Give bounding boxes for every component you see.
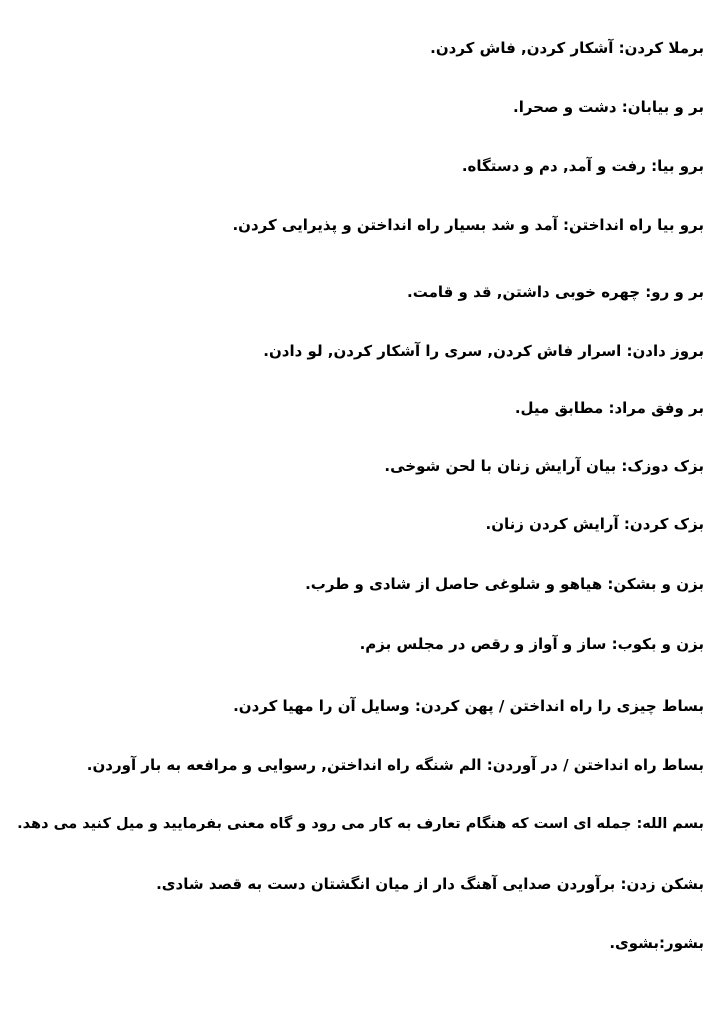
entry-4: برو بیا راه انداختن: آمد و شد بسیار راه انداختن و پذیرایی کردن. [232,216,704,234]
entry-8: بزک دوزک: بیان آرایش زنان با لحن شوخی. [384,457,704,475]
entry-6: بروز دادن: اسرار فاش کردن, سری را آشکار کردن, لو دادن. [263,342,704,360]
entry-15: بشکن زدن: برآوردن صدایی آهنگ دار از میان انگشتان دست به قصد شادی. [156,875,704,893]
entry-7: بر وفق مراد: مطابق میل. [514,399,704,417]
entry-3: برو بیا: رفت و آمد, دم و دستگاه. [461,157,704,175]
entry-9: بزک کردن: آرایش کردن زنان. [485,515,704,533]
entry-10: بزن و بشکن: هیاهو و شلوغی حاصل از شادی و طرب. [305,575,704,593]
entry-13: بساط راه انداختن / در آوردن: الم شنگه راه انداختن, رسوایی و مرافعه به بار آوردن. [86,756,704,774]
entry-5: بر و رو: چهره خوبی داشتن, قد و قامت. [407,283,704,301]
entry-2: بر و بیابان: دشت و صحرا. [513,98,704,116]
entry-12: بساط چیزی را راه انداختن / پهن کردن: وسایل آن را مهیا کردن. [233,697,704,715]
entry-11: بزن و بکوب: ساز و آواز و رقص در مجلس بزم. [359,635,704,653]
entry-14: بسم الله: جمله ای است که هنگام تعارف به کار می رود و گاه معنی بفرمایید و میل کنید می دهد. [17,816,704,832]
entry-16: بشور:بشوی. [609,934,704,952]
entry-1: برملا کردن: آشکار کردن, فاش کردن. [430,39,704,57]
